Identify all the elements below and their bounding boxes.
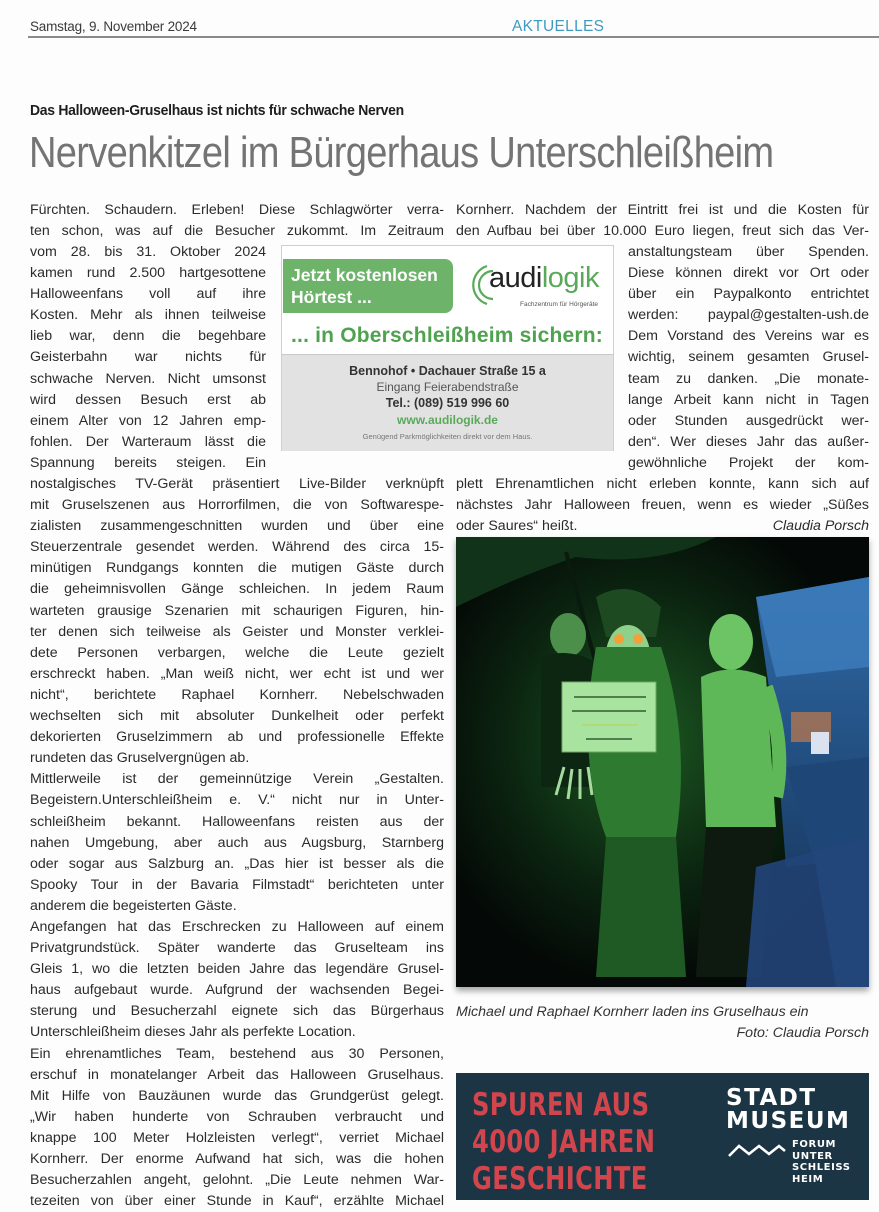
- article-line: gewöhnliche Projekt der kom-: [628, 454, 869, 471]
- museum-logo-sub-line: FORUM: [792, 1139, 837, 1150]
- article-line: über ein Paypalkonto entrichtet: [628, 286, 869, 303]
- article-line: erschuf in monatelanger Arbeit das Halloween Gruselhaus.: [30, 1066, 444, 1083]
- article-line: Halloweenfans voll auf ihre: [30, 286, 266, 303]
- article-line: oder Stunden ausgedrückt wer-: [628, 412, 869, 429]
- photo-credit: Foto: Claudia Porsch: [736, 1025, 869, 1041]
- stadtmuseum-ad[interactable]: [456, 1073, 869, 1200]
- article-line: oder Saures“ heißt.: [456, 518, 578, 535]
- article-line: minütigen Rundgangs konnten die mutigen Gäste durch: [30, 560, 444, 577]
- museum-logo-subtitle: [792, 1139, 851, 1185]
- issue-date: Samstag, 9. November 2024: [30, 19, 197, 34]
- article-line: tezeiten von über einer Stunde in Kauf“, erzählte Michael: [30, 1193, 444, 1210]
- article-line: kamen rund 2.500 hartgesottene: [30, 265, 266, 282]
- museum-slogan: [472, 1087, 655, 1198]
- museum-logo-title-line: MUSEUM: [726, 1108, 851, 1134]
- article-line: Dem Vorstand des Vereins war es: [628, 328, 869, 345]
- article-line: oder sogar aus Salzburg an. „Das hier ist besser als die: [30, 855, 444, 872]
- article-line: Begeistern.Unterschleißheim e. V.“ nicht nur in Unter-: [30, 792, 444, 809]
- article-line: die geheimnisvollen Gänge schleichen. In jedem Raum: [30, 581, 444, 598]
- photo-caption: [456, 1002, 869, 1044]
- article-line: warteten grausige Szenarien mit schaurigen Figuren, hin-: [30, 602, 444, 619]
- article-line: Diese können direkt vor Ort oder: [628, 265, 869, 282]
- article-headline: Nervenkitzel im Bürgerhaus Unterschleißheim: [29, 128, 774, 177]
- article-line: fohlen. Der Warteraum lässt die: [30, 433, 266, 450]
- article-line: lange Arbeit kann nicht in Tagen: [628, 391, 869, 408]
- article-line: haus aufgebaut wurde. Aufgrund der wachsenden Begei-: [30, 982, 444, 999]
- museum-logo-sub-line: HEIM: [792, 1173, 824, 1185]
- article-line: nostalgisches TV-Gerät präsentiert Live-Bilder verknüpft: [30, 476, 444, 492]
- audilogik-wordmark: audilogik: [489, 262, 599, 294]
- audilogik-logo: [467, 258, 612, 313]
- museum-logo-title-line: STADT: [726, 1085, 817, 1111]
- museum-logo-sub-line: UNTER: [792, 1150, 833, 1162]
- article-author: Claudia Porsch: [772, 518, 869, 534]
- article-line: Ein ehrenamtliches Team, bestehend aus 30 Personen,: [30, 1045, 444, 1062]
- article-line: Unterschleißheim dieses Jahr als perfekte Location.: [30, 1024, 356, 1041]
- museum-slogan-line: SPUREN AUS: [472, 1087, 650, 1123]
- article-line: Privatgrundstück. Später wanderte das Gruselteam ins: [30, 940, 444, 957]
- article-line: knappe 100 Meter Holzleisten verlegt“, verriet Michael: [30, 1129, 444, 1146]
- article-line: sterung und Besucherzahl eignete sich das Bürgerhaus: [30, 1003, 444, 1020]
- article-line: nahen Umgebung, aber auch aus Augsburg, Starnberg: [30, 834, 444, 851]
- photo-caption-text: Michael und Raphael Kornherr laden ins Gruselhaus ein: [456, 1004, 809, 1020]
- article-line: einem Alter von 12 Jahren emp-: [30, 412, 266, 429]
- article-line: Steuerzentrale gesendet werden. Während des circa 15-: [30, 539, 444, 556]
- article-line: rundeten das Gruselvergnügen ab.: [30, 750, 250, 767]
- audilogik-ad[interactable]: [281, 245, 614, 451]
- ad-website-link[interactable]: www.audilogik.de: [397, 413, 498, 427]
- ad-hoertest-box: Jetzt kostenlosen Hörtest ...: [283, 259, 453, 313]
- article-line: plett Ehrenamtlichen nicht erleben konnte, kann sich auf: [456, 476, 869, 492]
- article-line: Mit Hilfe von Bauzäunen wurde das Grundgerüst gelegt.: [30, 1087, 444, 1104]
- ad-parking-note: Genügend Parkmöglichkeiten direkt vor dem Haus.: [362, 432, 533, 441]
- article-line: nicht“, berichtete Raphael Kornherr. Nebelschwaden: [30, 686, 444, 703]
- article-line: Kornherr. Der enorme Aufwand hat sich, was die hohen: [30, 1151, 444, 1167]
- article-photo: [456, 537, 869, 987]
- ad-contact-block: [282, 354, 613, 451]
- article-line: Mittlerweile ist der gemeinnützige Verein „Gestalten.: [30, 771, 444, 788]
- article-line: Gleis 1, wo die letzten beiden Jahre das legendäre Grusel-: [30, 961, 444, 978]
- article-line: schleißheim bekannt. Halloweenfans reisten aus der: [30, 813, 444, 830]
- article-kicker: Das Halloween-Gruselhaus ist nichts für schwache Nerven: [30, 102, 404, 119]
- article-line: team zu danken. „Die monate-: [628, 370, 869, 387]
- article-line: wichtig, seinem gesamten Grusel-: [628, 349, 869, 366]
- article-line: mit Gruselszenen aus Horrorfilmen, die von Softwarespe-: [30, 497, 444, 514]
- ad-phone: Tel.: (089) 519 996 60: [385, 396, 510, 410]
- museum-slogan-line: 4000 JAHREN: [472, 1124, 656, 1160]
- article-col1-body: [30, 474, 444, 1212]
- article-line: zialisten zusammengeschnitten wurden und über eine: [30, 518, 444, 535]
- article-line: anstaltungsteam über Spenden.: [628, 244, 869, 260]
- article-line: nächstes Jahr Halloween freuen, wenn es wieder „Süßes: [456, 497, 869, 514]
- article-line: erschreckt haben. „Man weiß nicht, wer echt ist und wer: [30, 665, 444, 682]
- article-line: den Aufbau bei über 10.000 Euro liegen, freut sich das Ver-: [456, 223, 869, 240]
- article-line: Geisterbahn war nichts für: [30, 349, 266, 366]
- article-line: Angefangen hat das Erschrecken zu Halloween auf einem: [30, 918, 444, 935]
- ad-address: Bennohof • Dachauer Straße 15 a: [349, 364, 546, 378]
- article-col1-intro: [30, 200, 444, 242]
- article-line: Besucherzahlen angeht, gelohnt. „Die Leute nehmen War-: [30, 1172, 444, 1189]
- article-line: Kornherr. Nachdem der Eintritt frei ist und die Kosten für: [456, 202, 869, 218]
- article-line: Kosten. Mehr als ihnen teilweise: [30, 307, 266, 324]
- article-line: dete Personen verbargen, welche die Leute gezielt: [30, 644, 444, 661]
- article-line: Fürchten. Schaudern. Erleben! Diese Schlagwörter verra-: [30, 202, 444, 218]
- article-line: „Wir haben hunderte von Schrauben verbraucht und: [30, 1108, 444, 1125]
- article-col2-intro: [456, 200, 869, 242]
- museum-slogan-line: GESCHICHTE: [472, 1161, 648, 1197]
- article-line: schwache Nerven. Nicht umsonst: [30, 370, 266, 387]
- article-col2-beside-ad: [628, 242, 869, 474]
- article-line: Spooky Tour in der Bavaria Filmstadt“ berichteten unter: [30, 876, 444, 893]
- article-line: werden: paypal@gestalten-ush.de: [628, 307, 869, 324]
- header-rule: [28, 36, 879, 38]
- audilogik-tagline: Fachzentrum für Hörgeräte: [520, 301, 599, 308]
- article-line: vom 28. bis 31. Oktober 2024: [30, 244, 266, 260]
- article-line: den“. Wer dieses Jahr das außer-: [628, 433, 869, 450]
- article-line: wird dessen Besuch erst ab: [30, 391, 266, 408]
- article-line: anderem die begeisterten Gäste.: [30, 897, 237, 914]
- section-label: AKTUELLES: [512, 18, 605, 35]
- article-line: ter denen sich teilweise als Geister und Monster verklei-: [30, 623, 444, 640]
- article-line: ten schon, was auf die Besucher zukommt. Im Zeitraum: [30, 223, 444, 240]
- museum-logo-sub-line: SCHLEISS: [792, 1162, 851, 1173]
- article-line: dekorierten Gruselzimmern ab und professionelle Effekte: [30, 729, 444, 746]
- museum-logo-title: [726, 1087, 850, 1133]
- article-line: lieb war, denn die begehbare: [30, 328, 266, 345]
- wave-icon: [727, 1141, 787, 1159]
- article-line: wechselten sich mit absoluter Dunkelheit oder perfekt: [30, 708, 444, 725]
- halloween-photo-illustration: [456, 537, 869, 987]
- ad-entrance: Eingang Feierabendstraße: [376, 380, 519, 394]
- article-col1-beside-ad: [30, 242, 266, 474]
- article-line: Spannung bereits steigen. Ein: [30, 454, 266, 471]
- ad-headline: ... in Oberschleißheim sichern:: [291, 324, 603, 347]
